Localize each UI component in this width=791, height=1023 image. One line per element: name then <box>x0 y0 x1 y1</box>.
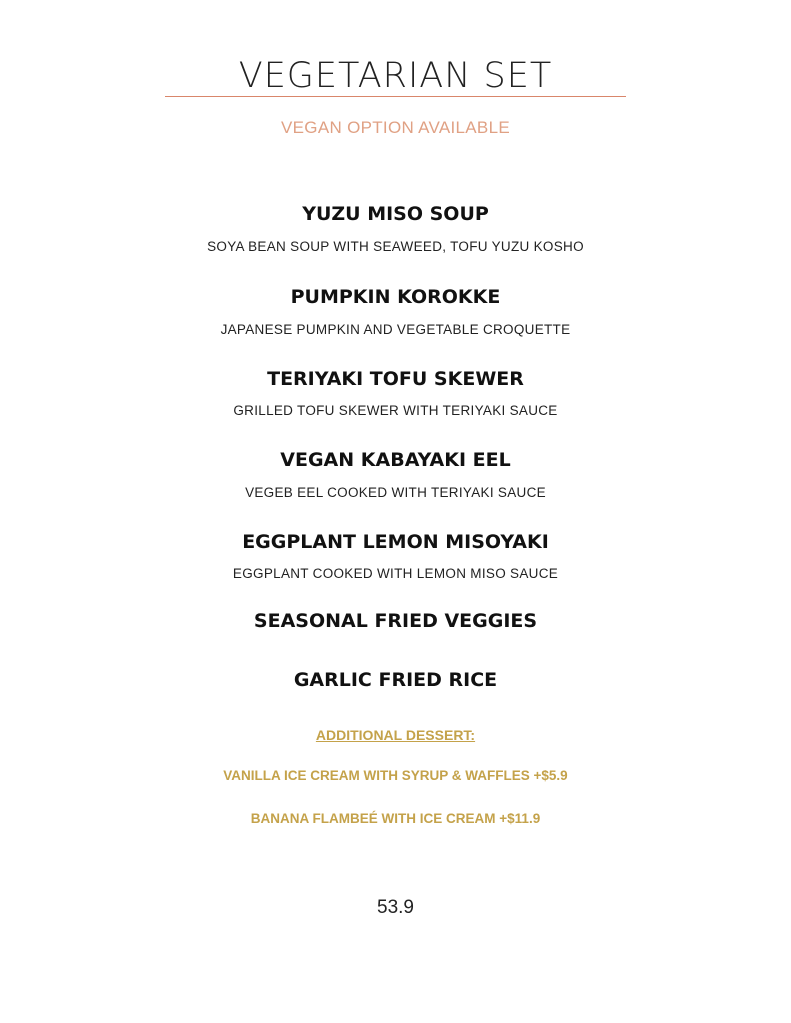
menu-item-description: EGGPLANT COOKED WITH LEMON MISO SAUCE <box>232 566 559 581</box>
menu-item-description: SOYA BEAN SOUP WITH SEAWEED, TOFU YUZU KOSHO <box>207 239 584 254</box>
dessert-heading-text: ADDITIONAL DESSERT: <box>315 727 476 743</box>
menu-item-name: EGGPLANT LEMON MISOYAKI <box>242 531 549 553</box>
dessert-item: BANANA FLAMBEÉ WITH ICE CREAM +$11.9 <box>250 811 541 826</box>
menu-item-name: SEASONAL FRIED VEGGIES <box>253 610 538 632</box>
set-price: 53.9 <box>377 897 414 918</box>
menu-item-description: JAPANESE PUMPKIN AND VEGETABLE CROQUETTE <box>220 322 571 337</box>
menu-item-description: GRILLED TOFU SKEWER WITH TERIYAKI SAUCE <box>233 403 558 418</box>
menu-item-name: GARLIC FRIED RICE <box>293 669 498 691</box>
menu-title: VEGETARIAN SET <box>238 56 553 96</box>
menu-subtitle: VEGAN OPTION AVAILABLE <box>281 118 510 137</box>
dessert-heading <box>0 727 791 745</box>
menu-item-name: VEGAN KABAYAKI EEL <box>280 449 511 471</box>
menu-item-description: VEGEB EEL COOKED WITH TERIYAKI SAUCE <box>245 485 546 500</box>
title-divider <box>165 96 626 97</box>
menu-item-name: YUZU MISO SOUP <box>302 203 489 225</box>
dessert-item: VANILLA ICE CREAM WITH SYRUP & WAFFLES +$5.9 <box>223 768 568 783</box>
menu-item-name: PUMPKIN KOROKKE <box>290 286 501 308</box>
menu-item-name: TERIYAKI TOFU SKEWER <box>267 368 524 390</box>
